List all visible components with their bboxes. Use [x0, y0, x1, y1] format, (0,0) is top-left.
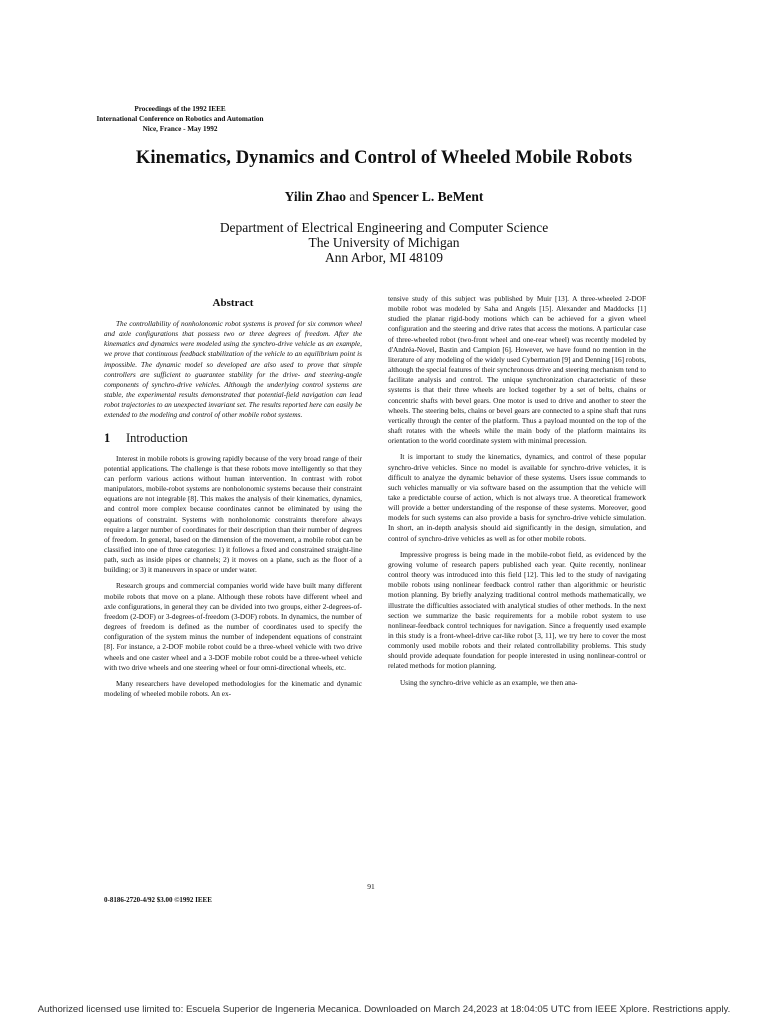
left-column	[104, 296, 362, 699]
author-2: Spencer L. BeMent	[372, 189, 484, 204]
author-1: Yilin Zhao	[284, 189, 347, 204]
section-number: 1	[104, 430, 111, 445]
affiliation-line-3: Ann Arbor, MI 48109	[325, 250, 443, 265]
proceedings-line-2: International Conference on Robotics and Automation	[96, 115, 264, 123]
affiliation	[0, 220, 768, 265]
affiliation-line-2: The University of Michigan	[308, 235, 460, 250]
affiliation-line-1: Department of Electrical Engineering and Computer Science	[219, 220, 549, 235]
intro-paragraph-2: Research groups and commercial companies world wide have built many different mobile robots that move on a plane. Although these robots have different wheel and axle configurations, in general they can be divided into two groups, either 2-degrees-of-freedom (2-DOF) or 3-degrees-of-freedom (3-DOF) robots. In dynamics, the number of degrees of freedom is defined as the number of coordinates used to specify the configuration of the system minus the number of independent equations of constraint [8]. For instance, a 2-DOF mobile robot could be a three-wheel vehicle with two drive wheels and one caster wheel and a 3-DOF mobile robot could be a three-wheel vehicle with two drive wheels and one steering wheel or four omni-directional wheels, etc.	[104, 581, 362, 672]
right-column	[388, 294, 646, 688]
abstract-heading: Abstract	[212, 297, 254, 309]
section-heading-introduction	[104, 431, 362, 445]
proceedings-header	[90, 104, 270, 134]
license-footer: Authorized licensed use limited to: Escuela Superior de Ingeneria Mecanica. Downloaded on March 24,2023 at 18:04:05 UTC from IEEE Xplore. Restrictions apply.	[37, 1004, 731, 1015]
abstract-text: The controllability of nonholonomic robot systems is proved for six common wheel and axle configurations that possess two or three degrees of freedom. After the kinematics and dynamics were modeled using the synchro-drive vehicle as an example, we prove that continuous feedback stabilization of the vehicle to an equilibrium point is impossible. The dynamic model so developed are also used to prove that simple controllers are sufficient to guarantee stability for the drive- and steering-angle components of synchro-drive vehicles. Although the underlying control systems are stable, the experimental results demonstrated that potential-field navigation can lead robot trajectories to an unexpected invariant set. The results reported here can easily be extended to the modeling and control of other mobile robot systems.	[104, 319, 362, 420]
section-title: Introduction	[126, 430, 188, 445]
authors	[0, 189, 768, 205]
intro-paragraph-5: Impressive progress is being made in the mobile-robot field, as evidenced by the growing volume of research papers published each year. Quite recently, nonlinear control theory was introduced into this field [12]. This led to the study of navigating mobile robots using nonlinear feedback control rather than algorithmic or heuristic motion planning. By briefly analyzing traditional control methods mathematically, we illustrate the difficulties associated with analytical studies of other methods. In the next section we summarize the basic requirements for a mobile robot system to use nonlinear-feedback control techniques for navigation. Since a frequently used example in this study is a front-wheel-drive car-like robot [3, 11], we try here to cover the most commonly used mobile robots and their related controllability problems. This study should provide adequate foundation for people interested in using nonlinear-control or related methods for motion planning.	[388, 549, 646, 671]
intro-paragraph-1: Interest in mobile robots is growing rapidly because of the very broad range of their potential applications. The challenge is that these robots move intelligently so that they can perform various actions without human intervention. In contrast with robot manipulators, mobile-robot systems are nonholonomic systems because their constraint equations are not integrable [8]. This makes the analysis of their kinematics, dynamics, and control more complex because coordinates cannot be eliminated by using the equations of constraint. Systems with nonholonomic constraints therefore always require a larger number of coordinates for their description than their number of degrees of freedom. In general, based on the dimension of the movement, a mobile robot can be classified into one of three categories: 1) it follows a fixed and constrained straight-line path, such as inside pipes or channels; 2) it moves on a plane, such as the floor of a building; or 3) it maneuvers in space or under water.	[104, 453, 362, 575]
intro-paragraph-4: It is important to study the kinematics, dynamics, and control of these popular synchro-drive vehicles. Since no model is available for synchro-drive vehicles, it is difficult to analyze the dynamic behavior of these systems. Users issue commands to such vehicles manually or via software based on the assumption that the vehicle will take a predictable course of action, which is not always true. A theoretical framework will provide a better understanding of the response of these systems. Moreover, good models for such systems can also provide a basis for synchro-drive vehicle simulation. In short, an in-depth analysis should aid significantly in the design, simulation, and control of synchro-drive vehicles as well as for other mobile robots.	[388, 452, 646, 543]
intro-paragraph-3: Many researchers have developed methodologies for the kinematic and dynamic modeling of wheeled mobile robots. An ex-	[104, 678, 362, 698]
copyright-notice: 0-8186-2720-4/92 $3.00 ©1992 IEEE	[104, 896, 212, 904]
proceedings-line-1: Proceedings of the 1992 IEEE	[134, 105, 226, 113]
intro-paragraph-3-continued: tensive study of this subject was published by Muir [13]. A three-wheeled 2-DOF mobile robot was modeled by Saha and Angels [15]. Alexander and Maddocks [1] studied the planar rigid-body motions which can be achieved for a given wheel configuration and the steering and drive rates that access the motions. A particular case of three-wheeled robot (two-front wheel and one-rear wheel) was recently modeled by d'Andréa-Novel, Bastin and Campion [6]. However, we have found no mention in the literature of any modeling of the widely used Cybermation [9] and Denning [16] robots, although the special features of their synchronous drive and steering mechanism tend to facilitate analysis and control. The unique synchronization characteristic of these systems is that their three wheels are locked together by a set of belts, chains or concentric shafts with bevel gears. One motor is used to drive and another to steer the wheels. The steering belts, chains or bevel gears are connected to a spine shaft that runs vertically through the center of the platform. Thus a payload mounted on the top of the shaft rotates with the wheels while the main body of the platform maintains its orientation to the world coordinate system with minimal precession.	[388, 294, 646, 446]
page-number: 91	[367, 882, 375, 891]
intro-paragraph-6: Using the synchro-drive vehicle as an example, we then ana-	[400, 677, 578, 687]
author-conjunction: and	[349, 189, 369, 204]
paper-title: Kinematics, Dynamics and Control of Wheeled Mobile Robots	[135, 148, 633, 168]
proceedings-line-3: Nice, France - May 1992	[142, 125, 218, 133]
